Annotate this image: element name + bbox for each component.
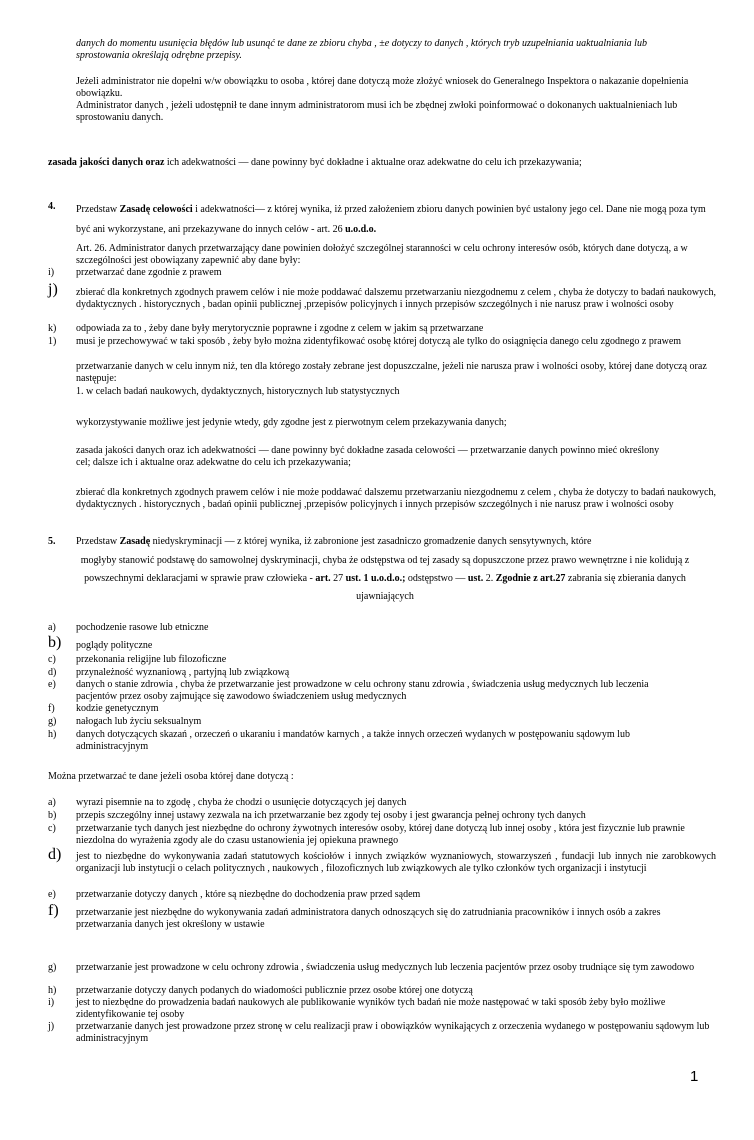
section-5-text-2: niedyskryminacji — z której wynika, iż zabronione jest zasadniczo gromadzenie danych sensytywnych, które <box>150 536 592 547</box>
list-item: danych o stanie zdrowia , chyba że przetwarzanie jest prowadzone w celu ochrony stanu zdrowia , świadczenia usług medycznych lub leczenia pacjentów przez osoby zajmujące się zawodowo świadczeniem usług medycznych <box>76 679 649 703</box>
list-label: d) <box>48 667 57 678</box>
list-item: wyrazi pisemnie na to zgodę , chyba że chodzi o usunięcie dotyczących jej danych <box>76 797 407 808</box>
s5-l3d: ust. 1 u.o.d.o.; <box>345 573 406 584</box>
quality-principle-rest: ich adekwatności — dane powinny być dokładne i aktualne oraz adekwatne do celu ich przekazywania; <box>164 157 582 168</box>
list-item: przynależność wyznaniową , partyjną lub związkową <box>76 667 290 678</box>
quote-quality-2: cel; dalsze ich i aktualne oraz adekwatne do celu ich przekazywania; <box>76 457 351 468</box>
list-item: danych dotyczących skazań , orzeczeń o ukaraniu i mandatów karnych , a także innych orzeczeń wydanych w postępowaniu sądowym lub administracyjnym <box>76 729 630 753</box>
list-item: kodzie genetycznym <box>76 703 159 714</box>
s5-l3g: 2. <box>483 573 496 584</box>
paragraph-correction: danych do momentu usunięcia błędów lub usunąć te dane ze zbioru chyba , ±e dotyczy to danych , których tryb uzupełniania uaktualniania lub sprostowania określają odrębne przepisy. <box>76 38 647 62</box>
s5-l3a: powszechnymi deklaracjami w sprawie praw człowieka - <box>84 573 316 584</box>
list-item: przetwarzanie dotyczy danych , które są niezbędne do dochodzenia praw przed sądem <box>76 889 421 900</box>
section-5-text-1: Przedstaw <box>76 536 120 547</box>
list-label: h) <box>48 729 57 740</box>
list-item: przekonania religijne lub filozoficzne <box>76 654 227 665</box>
quality-principle-bold: zasada jakości danych oraz <box>48 157 165 168</box>
s5-l3f: ust. <box>467 573 484 584</box>
list-label: e) <box>48 889 56 900</box>
list-label: a) <box>48 797 56 808</box>
s5-l3b: art. <box>315 573 331 584</box>
list-item: odpowiada za to , żeby dane były merytorycznie poprawne i zgodne z celem w jakim są przetwarzane <box>76 323 484 334</box>
list-label: c) <box>48 823 56 834</box>
list-item: przetwarzać dane zgodnie z prawem <box>76 267 222 278</box>
list-item: poglądy polityczne <box>76 640 153 651</box>
list-item: jest to niezbędne do prowadzenia badań naukowych ale publikowanie wyników tych badań nie może następować w taki sposób żeby było możliwe zidentyfikowanie tej osoby <box>76 997 666 1021</box>
continuation-point-1: 1. w celach badań naukowych, dydaktycznych, historycznych lub statystycznych <box>76 386 400 397</box>
list-label: e) <box>48 679 56 690</box>
list-item: przetwarzanie jest prowadzone w celu ochrony zdrowia , świadczenia usług medycznych lub leczenia pacjentów przez osoby trudniące się tym zawodowo <box>76 962 695 973</box>
section-5-line-4: ujawniających <box>356 591 414 602</box>
list-label: d) <box>48 846 62 863</box>
list-label: h) <box>48 985 57 996</box>
paragraph-complaint: Jeżeli administrator nie dopełni w/w obowiązku to osoba , której dane dotyczą może złożyć wniosek do Generalnego Inspektora o nakazanie dopełnienia obowiązku. <box>76 76 689 100</box>
list-item: zbierać dla konkretnych zgodnych prawem celów i nie może poddawać dalszemu przetwarzaniu niezgodnemu z celem , chyba że dotyczy to badań naukowych, dydaktycznych . historycznych , badan opinii publicznej ,przepisów policyjnych i innych przepisów szczególnych i nie narusz praw i wolności osoby <box>76 287 716 311</box>
list-label: 1) <box>48 336 57 347</box>
list-label: k) <box>48 323 57 334</box>
section-4-text-1: Przedstaw <box>76 204 120 215</box>
list-label: i) <box>48 267 55 278</box>
section-4-number: 4. <box>48 201 56 212</box>
paragraph-notification: Administrator danych , jeżeli udostępnił te dane innym administratorom musi ich be zbędnej zwłoki poinformować o dokonanych uaktualnieniach lub sprostowaniu danych. <box>76 100 678 124</box>
list-label: i) <box>48 997 55 1008</box>
list-label: a) <box>48 622 56 633</box>
list-label: g) <box>48 716 57 727</box>
list-label: f) <box>48 703 55 714</box>
list-item: przepis szczególny innej ustawy zezwala na ich przetwarzanie bez zgody tej osoby i jest gwarancja pełnej ochrony tych danych <box>76 810 586 821</box>
list-label: c) <box>48 654 56 665</box>
list-item: przetwarzanie jest niezbędne do wykonywania zadań administratora danych odnoszących się do zatrudniania pracowników i innych osób a zakres przetwarzania danych jest określony w ustawie <box>76 907 661 931</box>
section-5-line-3 <box>30 573 740 585</box>
s5-l3i: zabrania się zbierania danych <box>565 573 686 584</box>
section-4-heading <box>76 200 716 240</box>
list-item: nałogach lub życiu seksualnym <box>76 716 202 727</box>
list-label: f) <box>48 902 59 919</box>
section-5-line-1 <box>76 536 716 548</box>
s5-l3c: 27 <box>330 573 346 584</box>
section-4-text-2: i adekwatności— z której wynika, iż przed założeniem zbioru danych powinien być ustalony jego cel. Dane nie mogą poza tym być ani wykorzystane, ani przekazywane do innych celów - art. 26 <box>76 204 706 235</box>
page-number: 1 <box>690 1068 699 1085</box>
list-label: b) <box>48 810 57 821</box>
section-4-act: u.o.d.o. <box>345 224 377 235</box>
s5-l3e: odstępstwo — <box>405 573 468 584</box>
quote-usage: wykorzystywanie możliwe jest jedynie wtedy, gdy zgodne jest z pierwotnym celem przekazywania danych; <box>76 417 507 428</box>
list-label: j) <box>48 1021 55 1032</box>
s5-l3h: Zgodnie z art.27 <box>495 573 566 584</box>
section-4-principle: Zasadę celowości <box>119 204 193 215</box>
quote-collect: zbierać dla konkretnych zgodnych prawem celów i nie może poddawać dalszemu przetwarzaniu niezgodnemu z celem , chyba że dotyczy to badań naukowych, dydaktycznych . historycznych , badań opinii publicznej ,przepisów policyjnych i innych przepisów szczególnych i nie narusz praw i wolności osoby <box>76 487 716 511</box>
list-label: g) <box>48 962 57 973</box>
allowed-intro: Można przetwarzać te dane jeżeli osoba której dane dotyczą : <box>48 771 294 782</box>
list-item: musi je przechowywać w taki sposób , żeby było można zidentyfikować osobę której dotyczą ale tylko do osiągnięcia danego celu zgodnego z prawem <box>76 336 682 347</box>
list-label: b) <box>48 634 62 651</box>
list-item: przetwarzanie dotyczy danych podanych do wiadomości publicznie przez osobe której one dotyczą <box>76 985 473 996</box>
quality-principle <box>48 157 728 169</box>
section-5-number: 5. <box>48 536 56 547</box>
list-item: pochodzenie rasowe lub etniczne <box>76 622 209 633</box>
list-item: przetwarzanie danych jest prowadzone przez stronę w celu realizacji praw i obowiązków wynikających z orzeczenia wydanego w postępowaniu sądowym lub administracyjnym <box>76 1021 710 1045</box>
continuation-text: przetwarzanie danych w celu innym niż, ten dla którego zostały zebrane jest dopuszczalne, jeżeli nie narusza praw i wolności osoby, której dane dotyczą oraz następuje: <box>76 361 707 385</box>
section-5-principle: Zasadę <box>119 536 151 547</box>
quote-quality-1: zasada jakości danych oraz ich adekwatności — dane powinny być dokładne zasada celowości — przetwarzanie danych powinno mieć określony <box>76 445 660 456</box>
section-5-line-2: mogłyby stanowić podstawę do samowolnej dyskryminacji, chyba że odstępstwa od tej zasady są dopuszczone przez prawo wewnętrzne i nie kolidują z <box>80 555 690 566</box>
list-label: j) <box>48 281 58 298</box>
list-item: jest to niezbędne do wykonywania zadań statutowych kościołów i innych związków wyznaniowych, stowarzyszeń , fundacji lub innych nie zarobkowych organizacji lub instytucji o celach politycznych , naukowych , filozoficznych lub związkowych ale tylko członków tych organizacji i instytucji <box>76 851 716 875</box>
list-item: przetwarzanie tych danych jest niezbędne do ochrony żywotnych interesów osoby, której dane dotyczą lub innej osoby , która jest fizycznie lub prawnie niezdolna do wyrażenia zgody ale do czasu ustanowienia jej opiekuna prawnego <box>76 823 685 847</box>
article-26: Art. 26. Administrator danych przetwarzający dane powinien dołożyć szczególnej staranności w celu ochrony interesów osób, których dane dotyczą, a w szczególności jest obowiązany zapewnić aby dane były: <box>76 243 688 267</box>
